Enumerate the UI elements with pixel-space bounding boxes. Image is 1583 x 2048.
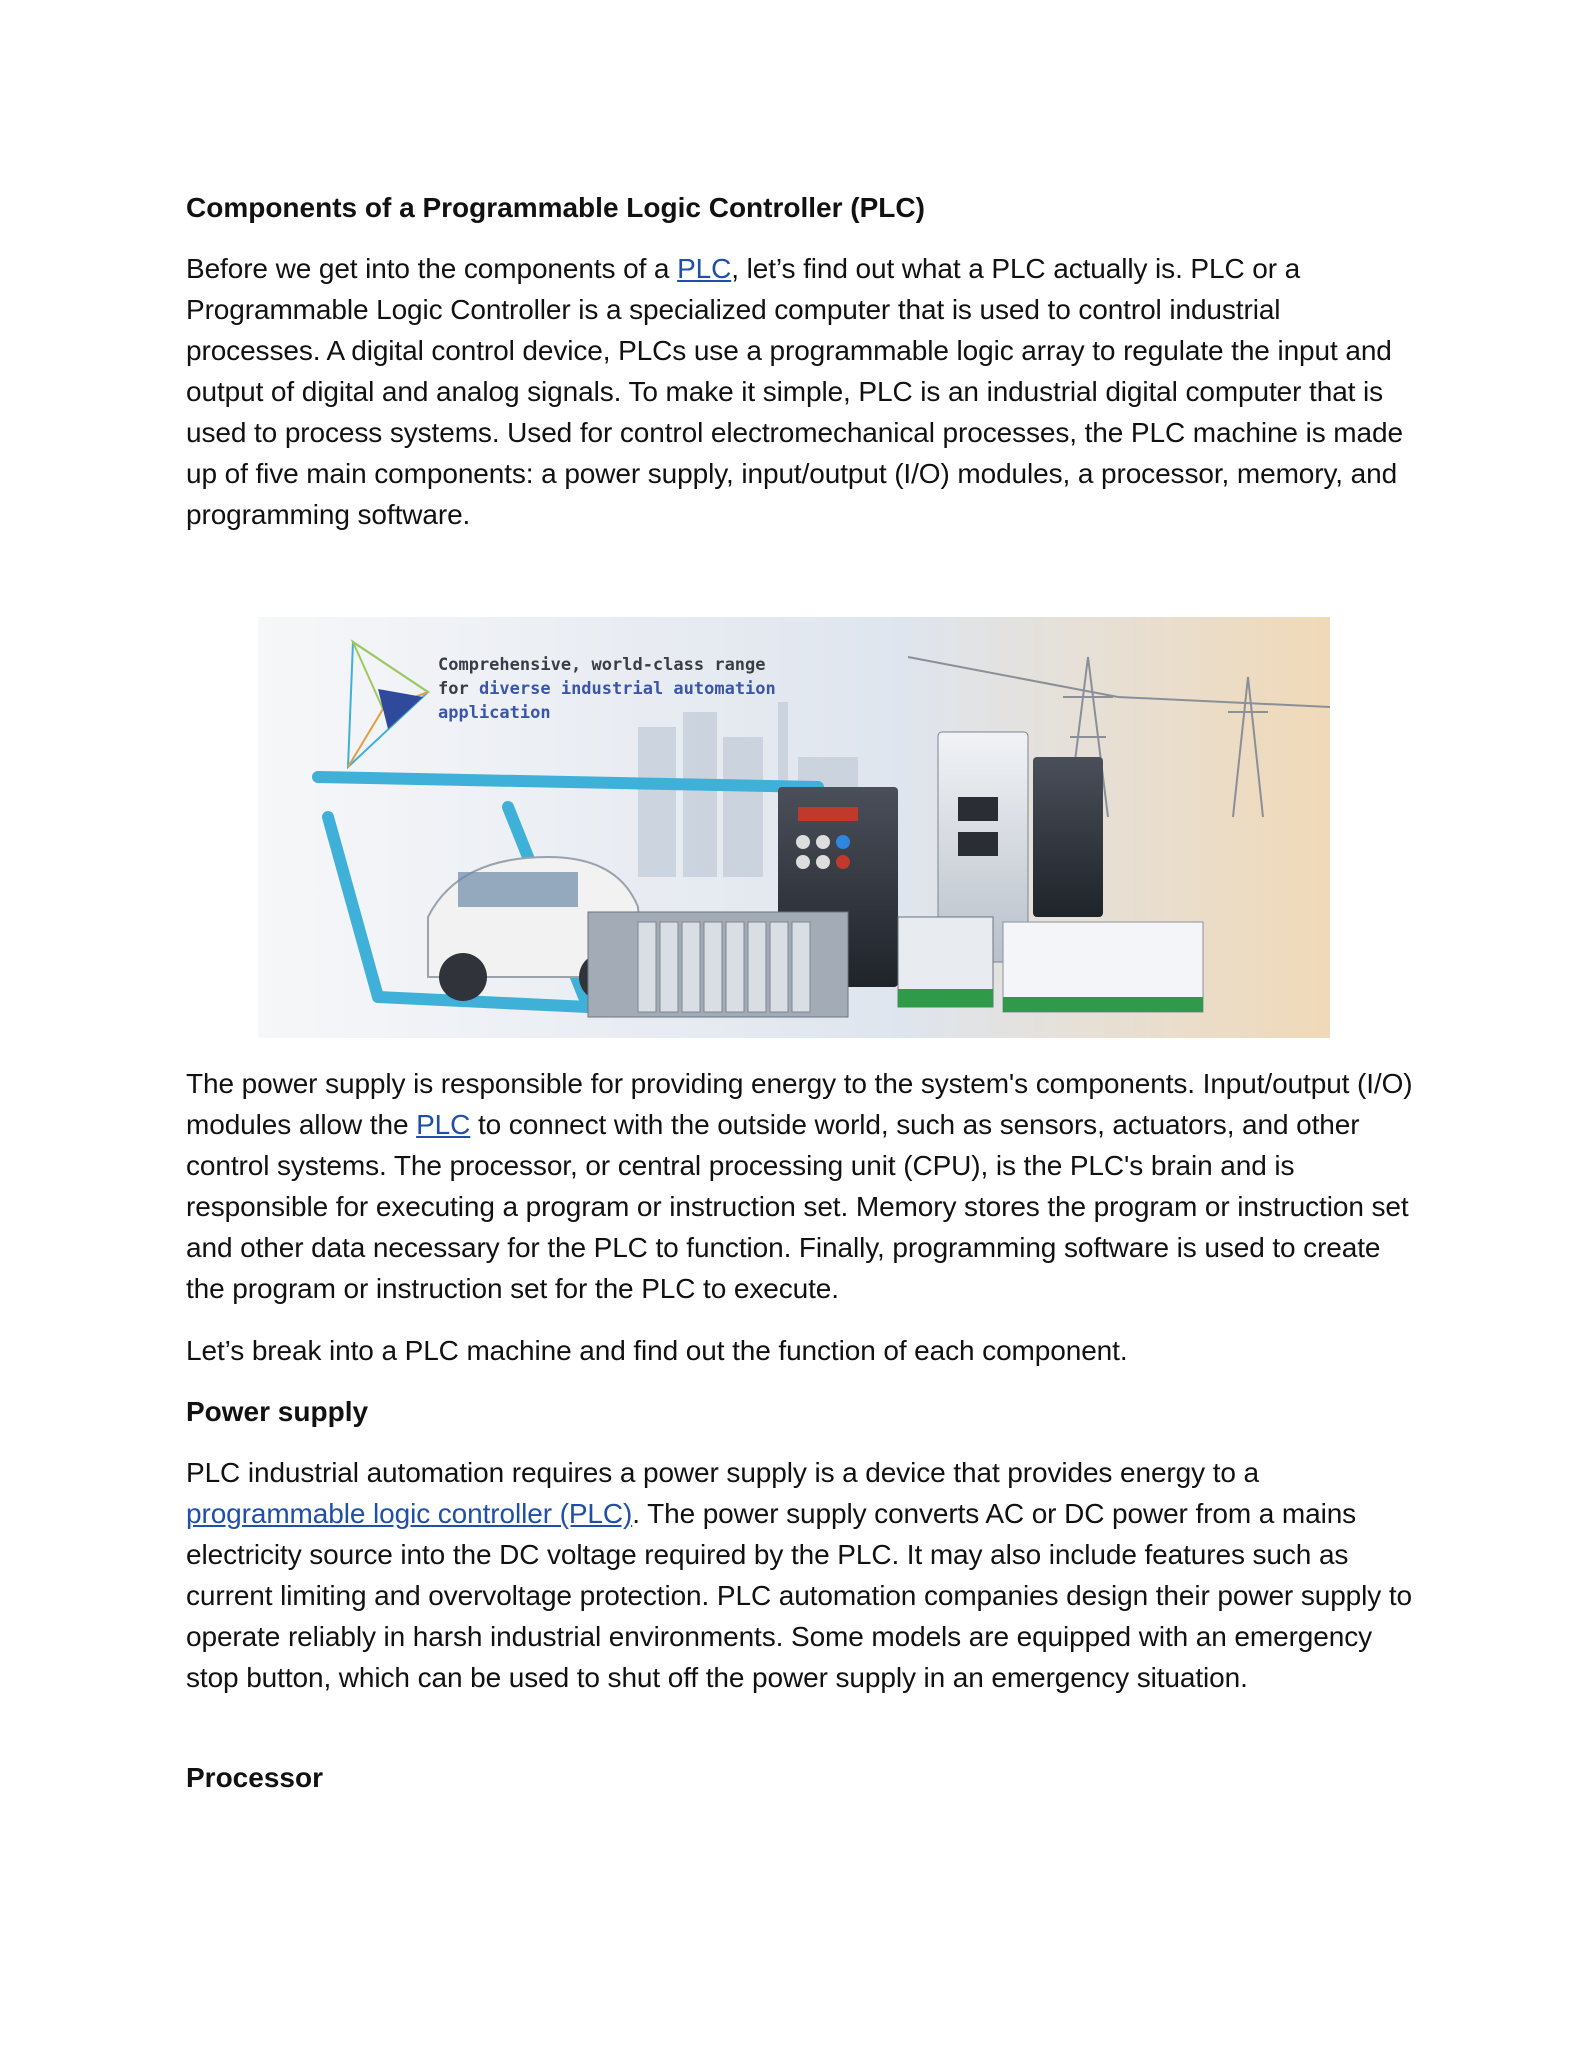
processor-heading: Processor xyxy=(186,1762,323,1793)
plc-product-banner-image xyxy=(258,617,1330,1038)
plc-link-2[interactable]: PLC xyxy=(416,1109,471,1140)
page-title-block xyxy=(186,188,1416,228)
breakdown-text: Let’s break into a PLC machine and find out the function of each component. xyxy=(186,1335,1128,1366)
processor-heading-block xyxy=(186,1758,1416,1798)
banner-caption-line3: application xyxy=(438,703,551,723)
plc-rack xyxy=(588,912,848,1017)
components-text-start: The power supply is responsible for providing energy to the system's components. Input/output (I/O) modules allow the xyxy=(186,1068,1413,1140)
components-text-rest: to connect with the outside world, such as sensors, actuators, and other control systems. The processor, or central processing unit (CPU), is the PLC's brain and is responsible for executing a program or instruction set. Memory stores the program or instruction set and other data necessary for the PLC to function. Finally, programming software is used to create the program or instruction set for the PLC to execute. xyxy=(186,1109,1409,1304)
power-supply-text-rest: . The power supply converts AC or DC power from a mains electricity source into the DC voltage required by the PLC. It may also include features such as current limiting and overvoltage protection. PLC automation companies design their power supply to operate reliably in harsh industrial environments. Some models are equipped with an emergency stop button, which can be used to shut off the power supply in an emergency situation. xyxy=(186,1498,1412,1693)
intro-text-rest: , let’s find out what a PLC actually is. PLC or a Programmable Logic Controller is a specialized computer that is used to control industrial processes. A digital control device, PLCs use a programmable logic array to regulate the input and output of digital and analog signals. To make it simple, PLC is an industrial digital computer that is used to process systems. Used for control electromechanical processes, the PLC machine is made up of five main components: a power supply, input/output (I/O) modules, a processor, memory, and programming software. xyxy=(186,253,1403,530)
intro-paragraph xyxy=(186,248,1416,535)
power-supply-heading-block xyxy=(186,1392,1416,1432)
banner-caption xyxy=(438,653,776,725)
banner-caption-line2-prefix: for xyxy=(438,679,479,699)
breakdown-paragraph xyxy=(186,1330,1416,1371)
intro-text-start: Before we get into the components of a xyxy=(186,253,678,284)
page-title: Components of a Programmable Logic Controller (PLC) xyxy=(186,192,925,223)
plc-link-3[interactable]: programmable logic controller (PLC) xyxy=(186,1498,633,1529)
io-modules xyxy=(898,917,1203,1012)
power-supply-paragraph xyxy=(186,1452,1416,1698)
plc-link[interactable]: PLC xyxy=(677,253,732,284)
power-supply-text-start: PLC industrial automation requires a power supply is a device that provides energy to a xyxy=(186,1457,1260,1488)
banner-caption-line1: Comprehensive, world-class range xyxy=(438,655,766,675)
banner-caption-line2 xyxy=(438,677,776,701)
banner-illustration xyxy=(258,617,1330,1038)
components-paragraph xyxy=(186,1063,1416,1309)
power-supply-heading: Power supply xyxy=(186,1396,369,1427)
banner-caption-accent: diverse industrial automation xyxy=(478,679,776,699)
